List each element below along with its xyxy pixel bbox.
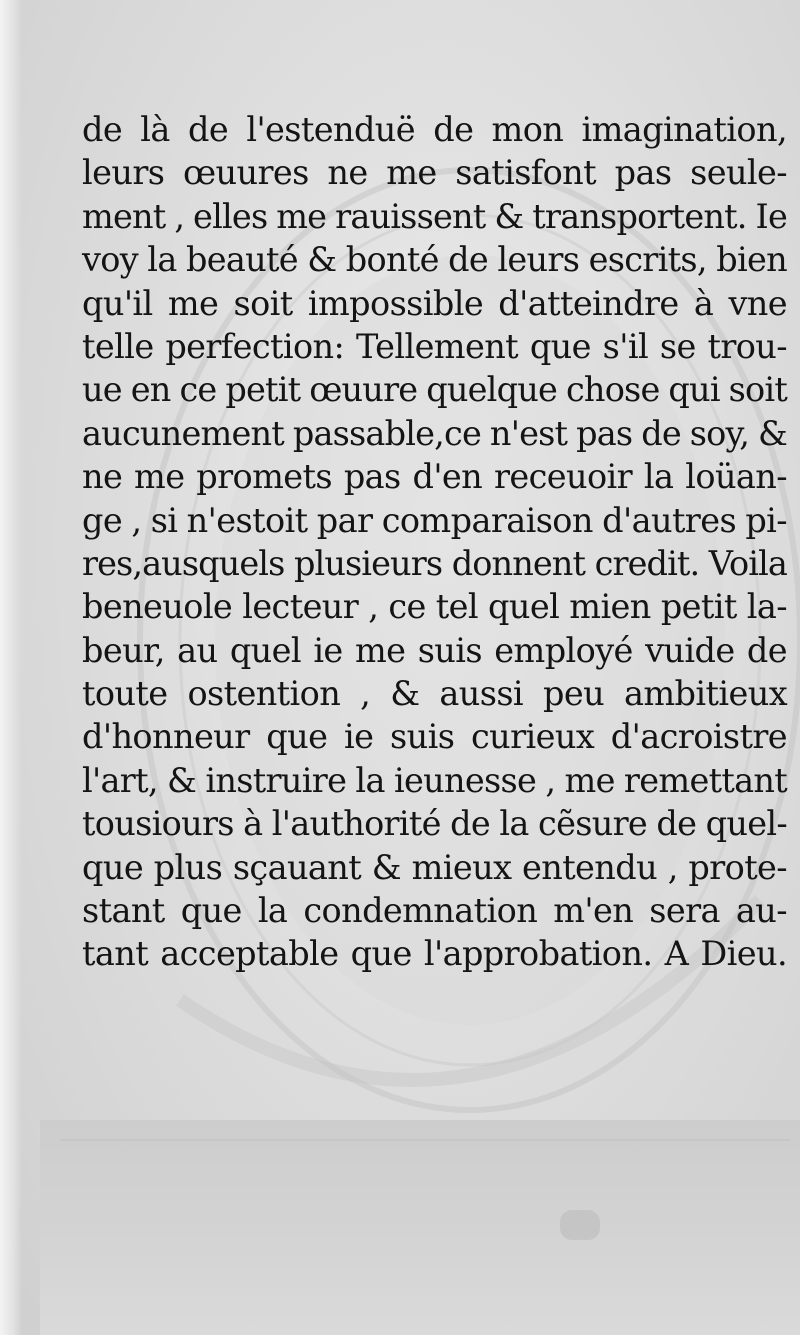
text-line: beneuole lecteur , ce tel quel mien petit la- xyxy=(82,587,787,627)
text-line: ue en ce petit œuure quelque chose qui soit xyxy=(82,370,787,410)
text-line: ne me promets pas d'en receuoir la loüan- xyxy=(82,457,787,497)
text-line: ge , si n'estoit par comparaison d'autres pi- xyxy=(82,500,787,540)
text-line: voy la beauté & bonté de leurs escrits, bien xyxy=(82,240,787,280)
text-line: toute ostention , & aussi peu ambitieux xyxy=(82,674,787,714)
text-line: tousiours à l'authorité de la cẽsure de quel- xyxy=(82,804,787,844)
text-line: leurs œuures ne me satisfont pas seule- xyxy=(82,153,787,193)
text-line: aucunement passable,ce n'est pas de soy, & xyxy=(82,413,787,453)
text-line: tant acceptable que l'approbation. A Dieu. xyxy=(82,934,787,974)
text-line: res,ausquels plusieurs donnent credit. Voila xyxy=(82,543,787,583)
text-line: qu'il me soit impossible d'atteindre à vne xyxy=(82,283,787,323)
text-line: l'art, & instruire la ieunesse , me remettant xyxy=(82,760,787,800)
text-line: telle perfection: Tellement que s'il se trou- xyxy=(82,326,787,366)
text-line: d'honneur que ie suis curieux d'acroistre xyxy=(82,717,787,757)
text-line: que plus sçauant & mieux entendu , prote- xyxy=(82,847,787,887)
body-text xyxy=(82,108,787,976)
text-line: ment , elles me rauissent & transportent. Ie xyxy=(82,196,787,236)
text-line: beur, au quel ie me suis employé vuide de xyxy=(82,630,787,670)
text-line: de là de l'estenduë de mon imagination, xyxy=(82,110,787,149)
text-line: stant que la condemnation m'en sera au- xyxy=(82,891,787,931)
